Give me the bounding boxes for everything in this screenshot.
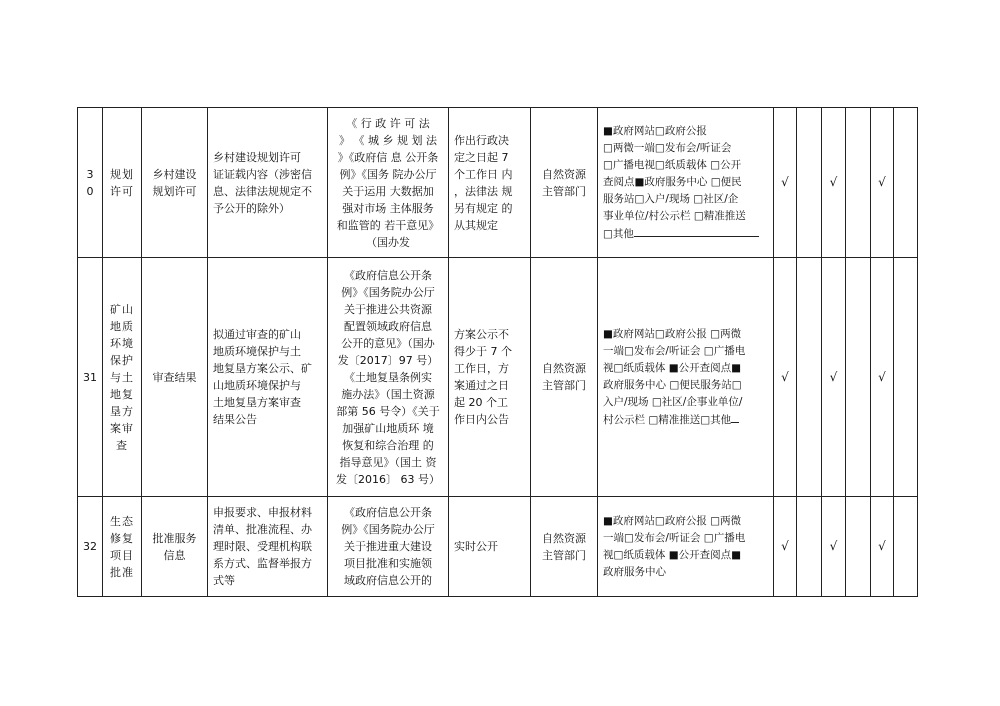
item-subcategory-line: 审查结果 <box>152 370 197 384</box>
check-mark-cell <box>846 258 871 497</box>
item-legal-basis-line: 例》《国务 院办公厅 <box>339 167 437 181</box>
item-number-line: 32 <box>83 540 97 553</box>
item-content-line: 清单、批准流程、办 <box>213 523 312 536</box>
item-name-line: 批准 <box>110 565 134 579</box>
item-name-line: 规划 <box>110 167 134 181</box>
item-department-line: 自然资源 <box>542 167 586 181</box>
check-mark-cell: √ <box>822 258 846 497</box>
item-content-line: 式等 <box>213 574 235 587</box>
item-number-line: 3 <box>86 167 94 181</box>
item-legal-basis-line: 例》《国务院办公厅 <box>341 285 435 299</box>
item-content-line: 系方式、监督举报方 <box>213 557 312 570</box>
item-legal-basis-line: 部第 56 号令）《关于 <box>336 404 440 418</box>
item-legal-basis-line: 域政府信息公开的 <box>344 574 432 587</box>
item-name <box>103 258 142 497</box>
item-disclosure-channels-line: ■政府网站□政府公报 □两微 <box>603 514 742 527</box>
check-mark-cell: √ <box>774 108 797 258</box>
item-time-limit-line: 另有规定 的 <box>454 201 513 215</box>
item-disclosure-channels-line: 政府服务中心 <box>603 565 666 578</box>
item-content-line: 申报要求、申报材料 <box>213 506 312 519</box>
blank-fill-line <box>634 225 759 237</box>
empty-cell <box>894 108 918 258</box>
item-subcategory <box>142 258 208 497</box>
item-name-line: 地复 <box>110 387 134 401</box>
table-row <box>78 258 918 497</box>
item-disclosure-channels-line <box>603 411 770 429</box>
item-disclosure-channels-line: 入户/现场 □社区/企事业单位/ <box>603 395 743 408</box>
item-content-line: 土地复垦方案审查 <box>213 396 301 409</box>
check-mark-cell: √ <box>871 108 894 258</box>
item-name-line: 地质 <box>110 319 134 333</box>
check-mark-cell: √ <box>871 497 894 597</box>
item-legal-basis-line: 和监管的 若干意见》 <box>336 218 440 232</box>
item-legal-basis-line: 《 行 政 许 可 法 <box>346 116 430 130</box>
item-legal-basis-line: 关于推进公共资源 <box>344 302 432 316</box>
item-disclosure-channels-text: □其他 <box>603 227 634 240</box>
item-legal-basis-line: 强对市场 主体服务 <box>342 201 434 215</box>
item-legal-basis-line: 关于推进重大建设 <box>344 540 432 553</box>
check-mark-cell: √ <box>774 497 797 597</box>
item-name-line: 许可 <box>110 184 134 198</box>
item-content-line: 山地质环境保护与 <box>213 379 301 392</box>
item-legal-basis-line: 发〔2017〕97 号） <box>337 353 439 367</box>
item-content-line: 乡村建设规划许可 <box>213 150 301 164</box>
item-name-line: 案审 <box>110 421 134 435</box>
item-content-line: 结果公告 <box>213 413 257 426</box>
item-legal-basis-line: 配置领域政府信息 <box>344 319 432 333</box>
item-disclosure-channels-line: □广播电视□纸质载体 □公开 <box>603 158 742 171</box>
item-name <box>103 108 142 258</box>
item-time-limit-line: 方案公示不 <box>454 328 509 341</box>
item-legal-basis-line: （国办发 <box>366 235 410 249</box>
item-disclosure-channels-line <box>603 225 770 243</box>
item-legal-basis-line: 加强矿山地质环 境 <box>342 421 434 435</box>
item-subcategory <box>142 108 208 258</box>
empty-cell <box>894 497 918 597</box>
item-legal-basis-line: 《政府信息公开条 <box>344 268 432 282</box>
item-legal-basis-line: 关于运用 大数据加 <box>342 184 434 198</box>
item-number <box>78 258 103 497</box>
item-name-line: 矿山 <box>110 302 134 316</box>
check-mark-cell <box>846 108 871 258</box>
item-subcategory-line: 乡村建设 <box>152 167 197 181</box>
item-time-limit-line: 从其规定 <box>454 218 498 232</box>
table-row <box>78 497 918 597</box>
item-time-limit <box>449 258 531 497</box>
item-time-limit-line: ，法律法 规 <box>454 184 513 198</box>
check-mark-cell <box>797 497 822 597</box>
item-legal-basis-line: 例》《国务院办公厅 <box>341 523 435 536</box>
item-legal-basis-line: 公开的意见》（国办 <box>341 336 435 350</box>
item-name-line: 项目 <box>110 548 134 562</box>
check-mark-cell: √ <box>871 258 894 497</box>
item-department-line: 主管部门 <box>542 379 586 392</box>
item-disclosure-channels-line: ■政府网站□政府公报 <box>603 124 707 137</box>
item-disclosure-channels-line: 视□纸质载体 ■公开查阅点■ <box>603 548 742 561</box>
item-time-limit <box>449 497 531 597</box>
disclosure-table <box>77 107 918 597</box>
item-time-limit-line: 起 20 个工 <box>454 396 508 409</box>
item-number-line: 0 <box>86 184 94 198</box>
item-name-line: 查 <box>116 438 128 452</box>
item-name-line: 与土 <box>110 370 134 384</box>
item-legal-basis-line: 项目批准和实施领 <box>344 557 432 570</box>
item-number-line: 31 <box>83 370 97 384</box>
item-time-limit-line: 得少于 7 个 <box>454 345 512 358</box>
item-legal-basis-line: 恢复和综合治理 的 <box>342 438 434 452</box>
item-legal-basis <box>328 108 449 258</box>
check-mark-cell: √ <box>774 258 797 497</box>
item-legal-basis-line: 《土地复垦条例实 <box>344 370 432 384</box>
item-department-line: 自然资源 <box>542 362 586 375</box>
item-content-line: 理时限、受理机构联 <box>213 540 312 553</box>
blank-fill-line <box>731 411 739 423</box>
item-disclosure-channels <box>598 108 774 258</box>
item-content <box>208 258 328 497</box>
item-name-line: 垦方 <box>110 404 134 418</box>
item-disclosure-channels <box>598 258 774 497</box>
item-number <box>78 497 103 597</box>
item-legal-basis-line: 》 《 城 乡 规 划 法 <box>339 133 437 147</box>
check-mark-cell <box>797 258 822 497</box>
item-content <box>208 497 328 597</box>
item-legal-basis <box>328 497 449 597</box>
item-legal-basis-line: 指导意见》（国土 资 <box>339 455 437 469</box>
item-name-line: 修复 <box>110 531 134 545</box>
item-content-line: 拟通过审查的矿山 <box>213 328 301 341</box>
empty-cell <box>894 258 918 497</box>
item-time-limit-line: 作日内公告 <box>454 413 509 426</box>
item-department-line: 自然资源 <box>542 531 586 545</box>
item-name-line: 保护 <box>110 353 134 367</box>
item-disclosure-channels-line: ■政府网站□政府公报 □两微 <box>603 327 742 340</box>
item-department <box>531 258 598 497</box>
item-content-line: 证证载内容（涉密信 <box>213 167 312 181</box>
item-subcategory-line: 信息 <box>163 548 186 562</box>
item-content <box>208 108 328 258</box>
item-disclosure-channels-line: 查阅点■政府服务中心 □便民 <box>603 175 742 188</box>
item-number <box>78 108 103 258</box>
item-disclosure-channels-text: 村公示栏 □精准推送□其他 <box>603 413 732 426</box>
table-row <box>78 108 918 258</box>
item-department <box>531 497 598 597</box>
item-time-limit-line: 实时公开 <box>454 540 498 553</box>
item-subcategory-line: 批准服务 <box>152 531 197 545</box>
check-mark-cell: √ <box>822 108 846 258</box>
item-disclosure-channels-line: 视□纸质载体 ■公开查阅点■ <box>603 361 742 374</box>
item-disclosure-channels <box>598 497 774 597</box>
item-department <box>531 108 598 258</box>
item-legal-basis-line: 施办法》（国土资源 <box>341 387 435 401</box>
item-time-limit-line: 工作日，方 <box>454 362 509 375</box>
item-disclosure-channels-line: □两微一端□发布会/听证会 <box>603 141 732 154</box>
item-time-limit <box>449 108 531 258</box>
item-content-line: 地复垦方案公示、矿 <box>213 362 312 375</box>
item-legal-basis-line: 发〔2016〕 63 号） <box>336 472 440 486</box>
item-disclosure-channels-line: 服务站□入户/现场 □社区/企 <box>603 192 739 205</box>
item-department-line: 主管部门 <box>542 184 586 198</box>
item-department-line: 主管部门 <box>542 548 586 562</box>
item-legal-basis <box>328 258 449 497</box>
item-time-limit-line: 作出行政决 <box>454 133 509 147</box>
item-disclosure-channels-line: 一端□发布会/听证会 □广播电 <box>603 344 746 357</box>
check-mark-cell <box>797 108 822 258</box>
item-disclosure-channels-line: 政府服务中心 □便民服务站□ <box>603 378 742 391</box>
item-subcategory <box>142 497 208 597</box>
item-time-limit-line: 案通过之日 <box>454 379 509 392</box>
item-time-limit-line: 定之日起 7 <box>454 150 509 164</box>
item-subcategory-line: 规划许可 <box>152 184 197 198</box>
check-mark-cell: √ <box>822 497 846 597</box>
check-mark-cell <box>846 497 871 597</box>
item-disclosure-channels-line: 一端□发布会/听证会 □广播电 <box>603 531 746 544</box>
item-content-line: 息、法律法规规定不 <box>213 184 312 198</box>
item-time-limit-line: 个工作日 内 <box>454 167 513 181</box>
item-legal-basis-line: 《政府信息公开条 <box>344 506 432 519</box>
item-content-line: 予公开的除外） <box>213 201 290 215</box>
item-name-line: 生态 <box>110 514 134 528</box>
item-name <box>103 497 142 597</box>
item-content-line: 地质环境保护与土 <box>213 345 301 358</box>
item-legal-basis-line: 》《政府信 息 公开条 <box>337 150 439 164</box>
item-disclosure-channels-line: 事业单位/村公示栏 □精准推送 <box>603 209 746 222</box>
item-name-line: 环境 <box>110 336 134 350</box>
